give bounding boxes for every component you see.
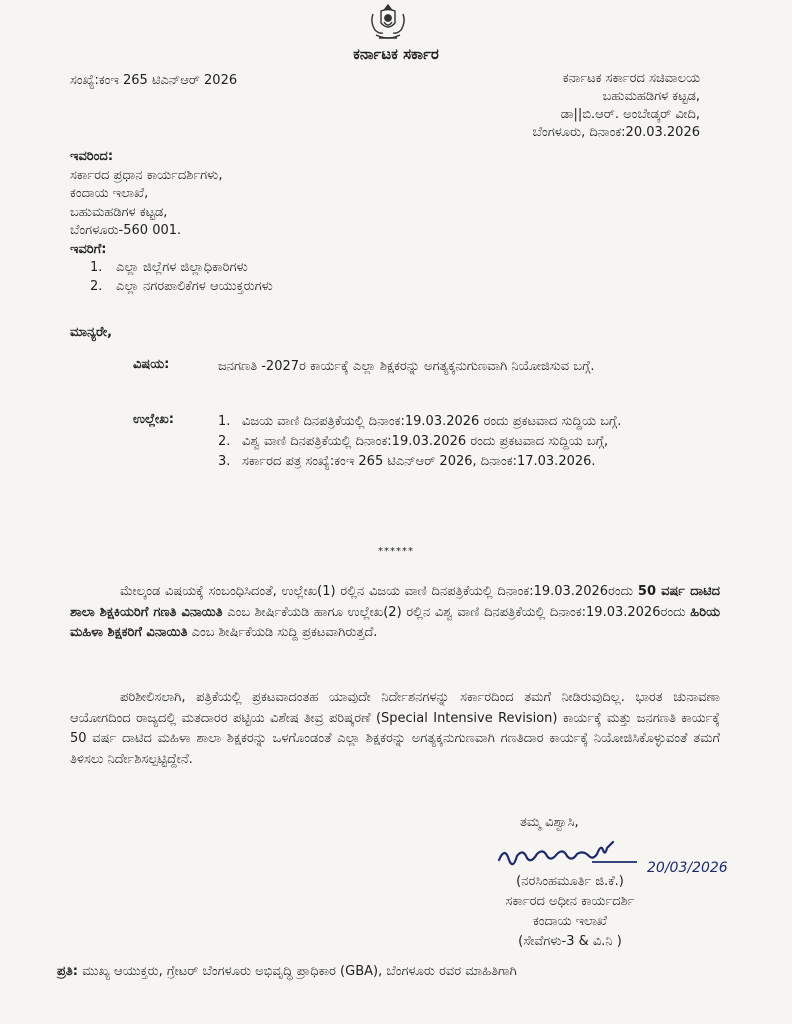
copy-to [57,962,717,982]
signatory-designation: ಸರ್ಕಾರದ ಅಧೀನ ಕಾರ್ಯದರ್ಶಿ [505,894,635,909]
from-block [70,148,273,296]
to-item: 2. ಎಲ್ಲಾ ನಗರಪಾಲಿಕೆಗಳ ಆಯುಕ್ತರುಗಳು [90,278,273,294]
subject-label: ವಿಷಯ: [133,357,170,372]
karnataka-emblem-icon [367,2,409,42]
signatory-department: ಕಂದಾಯ ಇಲಾಖೆ [532,914,608,929]
closing: ತಮ್ಮ ವಿಶ್ವಾಸಿ, [520,815,579,830]
to-list [70,259,273,296]
references-list [218,412,664,472]
body-paragraph-1: ಮೇಲ್ಕಂಡ ವಿಷಯಕ್ಕೆ ಸಂಬಂಧಿಸಿದಂತೆ, ಉಲ್ಲೇಖ(1) ರಲ್ಲಿನ ವಿಜಯ ವಾಣಿ ದಿನಪತ್ರಿಕೆಯಲ್ಲಿ ದಿನಾಂಕ:19.03.2026ರಂದು 50 ವರ್ಷ ದಾಟಿದ ಶಾಲಾ ಶಿಕ್ಷಕಿಯರಿಗೆ ಗಣತಿ ವಿನಾಯಿತಿ ಎಂಬ ಶೀರ್ಷಿಕೆಯಡಿ ಹಾಗೂ ಉಲ್ಲೇಖ(2) ರಲ್ಲಿನ ವಿಶ್ವ ವಾಣಿ ದಿನಪತ್ರಿಕೆಯಲ್ಲಿ ದಿನಾಂಕ:19.03.2026ರಂದು ಹಿರಿಯ ಮಹಿಳಾ ಶಿಕ್ಷಕರಿಗೆ ವಿನಾಯಿತಿ ಎಂಬ ಶೀರ್ಷಿಕೆಯಡಿ ಸುದ್ದಿ ಪ್ರಕಟವಾಗಿರುತ್ತದೆ. [70,584,721,640]
salutation: ಮಾನ್ಯರೇ, [70,325,113,340]
from-line: ಬೆಂಗಳೂರು-560 001. [70,223,182,238]
signatory-name: (ನರಸಿಂಹಮೂರ್ತಿ ಜಿ.ಕೆ.) [516,874,624,889]
address-line: ಕರ್ನಾಟಕ ಸರ್ಕಾರದ ಸಚಿವಾಲಯ [562,71,700,86]
from-line: ಬಹುಮಹಡಿಗಳ ಕಟ್ಟಡ, [70,204,168,220]
to-label: ಇವರಿಗೆ: [70,241,107,257]
separator: ****** [378,546,414,557]
to-item: 1. ಎಲ್ಲಾ ಜಿಲ್ಲೆಗಳ ಜಿಲ್ಲಾಧಿಕಾರಿಗಳು [90,260,248,275]
reference-item: 1. ವಿಜಯ ವಾಣಿ ದಿನಪತ್ರಿಕೆಯಲ್ಲಿ ದಿನಾಂಕ:19.03.2026 ರಂದು ಪ್ರಕಟವಾದ ಸುದ್ದಿಯ ಬಗ್ಗೆ. [218,414,622,429]
svg-text:20/03/2026: 20/03/2026 [647,860,728,876]
copy-to-text: ಮುಖ್ಯ ಆಯುಕ್ತರು, ಗ್ರೇಟರ್ ಬೆಂಗಳೂರು ಅಭಿವೃದ್ಧಿ ಪ್ರಾಧಿಕಾರ (GBA), ಬೆಂಗಳೂರು ರವರ ಮಾಹಿತಿಗಾಗಿ [78,964,517,979]
from-label: ಇವರಿಂದ: [70,149,114,164]
address-date-line: ಬೆಂಗಳೂರು, ದಿನಾಂಕ:20.03.2026 [532,125,700,140]
body-paragraph-2: ಪರಿಶೀಲಿಸಲಾಗಿ, ಪತ್ರಿಕೆಯಲ್ಲಿ ಪ್ರಕಟವಾದಂತಹ ಯಾವುದೇ ನಿರ್ದೇಶನಗಳನ್ನು ಸರ್ಕಾರದಿಂದ ತಮಗೆ ನೀಡಿರುವುದಿಲ್ಲ. ಭಾರತ ಚುನಾವಣಾ ಆಯೋಗದಿಂದ ರಾಜ್ಯದಲ್ಲಿ ಮತದಾರರ ಪಟ್ಟಿಯ ವಿಶೇಷ ತೀವ್ರ ಪರಿಷ್ಕರಣೆ (Special Intensive Revision) ಕಾರ್ಯಕ್ಕೆ ಮತ್ತು ಜನಗಣತಿ ಕಾರ್ಯಕ್ಕೆ 50 ವರ್ಷ ದಾಟಿದ ಮಹಿಳಾ ಶಾಲಾ ಶಿಕ್ಷಕರನ್ನು ಒಳಗೊಂಡಂತೆ ಎಲ್ಲಾ ಶಿಕ್ಷಕರನ್ನು ಅಗತ್ಯಕ್ಕನುಗುಣವಾಗಿ ಗಣತಿದಾರ ಕಾರ್ಯಕ್ಕೆ ನಿಯೋಜಿಸಿಕೊಳ್ಳುವಂತೆ ತಮಗೆ ತಿಳಿಸಲು ನಿರ್ದೇಶಿಸಲ್ಪಟ್ಟಿದ್ದೇನೆ. [70,690,720,767]
reference-item: 3. ಸರ್ಕಾರದ ಪತ್ರ ಸಂಖ್ಯೆ:ಕಂಇ 265 ಟಿಎನ್‌ಆರ್ 2026, ದಿನಾಂಕ:17.03.2026. [218,454,596,469]
address-line: ಡಾ||ಬಿ.ಆರ್. ಅಂಬೇಡ್ಕರ್ ವೀದಿ, [560,107,700,122]
address-line: ಬಹುಮಹಡಿಗಳ ಕಟ್ಟಡ, [602,89,700,104]
highlighted-headline: 50 ವರ್ಷ ದಾಟಿದ ಶಾಲಾ ಶಿಕ್ಷಕಿಯರಿಗೆ ಗಣತಿ ವಿನಾಯಿತಿ [70,584,721,620]
references-label: ಉಲ್ಲೇಖ: [133,412,174,427]
reference-item: 2. ವಿಶ್ವ ವಾಣಿ ದಿನಪತ್ರಿಕೆಯಲ್ಲಿ ದಿನಾಂಕ:19.03.2026 ರಂದು ಪ್ರಕಟವಾದ ಸುದ್ದಿಯ ಬಗ್ಗೆ, [218,434,609,449]
government-title: ಕರ್ನಾಟಕ ಸರ್ಕಾರ [353,45,439,63]
reference-number: ಸಂಖ್ಯೆ:ಕಂಇ 265 ಟಿಎನ್‌ಆರ್ 2026 [70,73,238,88]
subject-text: ಜನಗಣತಿ -2027ರ ಕಾರ್ಯಕ್ಕೆ ಎಲ್ಲಾ ಶಿಕ್ಷಕರನ್ನು ಅಗತ್ಯಕ್ಕನುಗುಣವಾಗಿ ನಿಯೋಜಿಸುವ ಬಗ್ಗೆ. [218,359,595,374]
signatory-section: (ಸೇವೆಗಳು-3 & ವಿ.ನಿ ) [518,934,622,949]
copy-to-label: ಪ್ರತಿ: [57,964,78,979]
signatory-block [450,872,690,952]
highlighted-headline: ಹಿರಿಯ ಮಹಿಳಾ ಶಿಕ್ಷಕರಿಗೆ ವಿನಾಯಿತಿ [70,604,720,640]
from-line: ಸರ್ಕಾರದ ಪ್ರಧಾನ ಕಾರ್ಯದರ್ಶಿಗಳು, [70,167,223,183]
from-line: ಕಂದಾಯ ಇಲಾಖೆ, [70,186,149,201]
secretariat-address [533,70,700,142]
